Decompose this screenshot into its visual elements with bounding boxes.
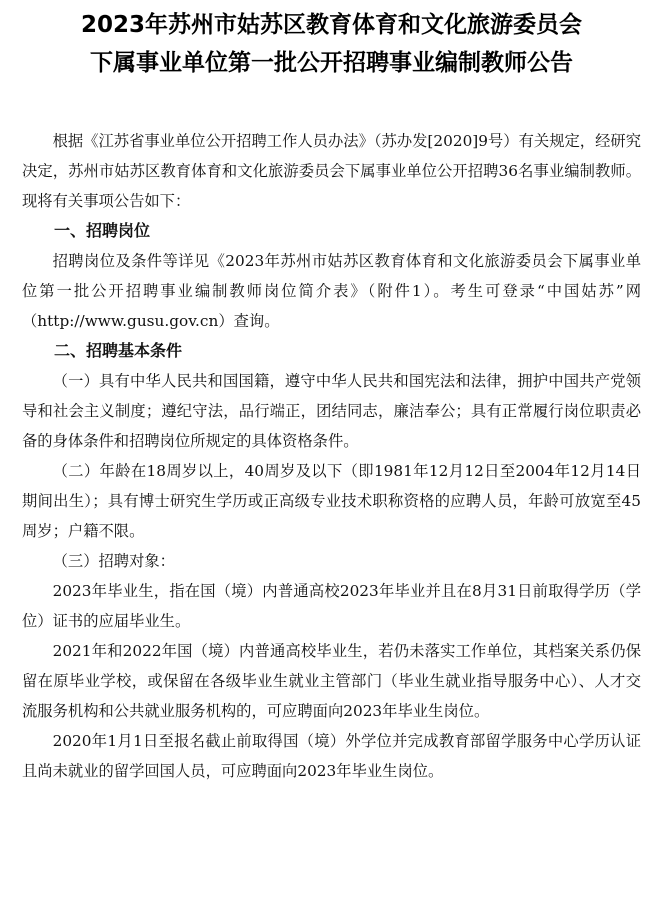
intro-paragraph: 根据《江苏省事业单位公开招聘工作人员办法》（苏办发[2020]9号）有关规定，经研究决定，苏州市姑苏区教育体育和文化旅游委员会下属事业单位公开招聘36名事业编制教师。现将有关事项公告如下：	[22, 132, 641, 210]
section-2-paragraph-6: 2020年1月1日至报名截止前取得国（境）外学位并完成教育部留学服务中心学历认证且尚未就业的留学回国人员，可应聘面向2023年毕业生岗位。	[22, 732, 641, 780]
section-1-paragraph: 招聘岗位及条件等详见《2023年苏州市姑苏区教育体育和文化旅游委员会下属事业单位第一批公开招聘事业编制教师岗位简介表》（附件1）。考生可登录“中国姑苏”网（http://www.gusu.gov.cn）查询。	[22, 252, 641, 330]
section-2-paragraph-1: （一）具有中华人民共和国国籍，遵守中华人民共和国宪法和法律，拥护中国共产党领导和社会主义制度；遵纪守法，品行端正，团结同志，廉洁奉公；具有正常履行岗位职责必备的身体条件和招聘岗位所规定的具体资格条件。	[22, 372, 641, 450]
document-title	[22, 6, 641, 82]
section-1-heading: 一、招聘岗位	[54, 221, 151, 240]
title-line-1: 2023年苏州市姑苏区教育体育和文化旅游委员会	[80, 12, 582, 38]
section-2-paragraph-3: （三）招聘对象：	[52, 552, 175, 570]
section-2-heading: 二、招聘基本条件	[54, 341, 183, 360]
title-line-2: 下属事业单位第一批公开招聘事业编制教师公告	[90, 50, 573, 76]
section-2-paragraph-5: 2021年和2022年国（境）内普通高校毕业生，若仍未落实工作单位，其档案关系仍保留在原毕业学校，或保留在各级毕业生就业主管部门（毕业生就业指导服务中心）、人才交流服务机构和公共就业服务机构的，可应聘面向2023年毕业生岗位。	[22, 642, 641, 720]
section-2-paragraph-4: 2023年毕业生，指在国（境）内普通高校2023年毕业并且在8月31日前取得学历（学位）证书的应届毕业生。	[22, 582, 641, 630]
section-2-paragraph-2: （二）年龄在18周岁以上，40周岁及以下（即1981年12月12日至2004年12月14日期间出生）；具有博士研究生学历或正高级专业技术职称资格的应聘人员，年龄可放宽至45周岁；户籍不限。	[22, 462, 641, 540]
document-body	[22, 126, 641, 786]
